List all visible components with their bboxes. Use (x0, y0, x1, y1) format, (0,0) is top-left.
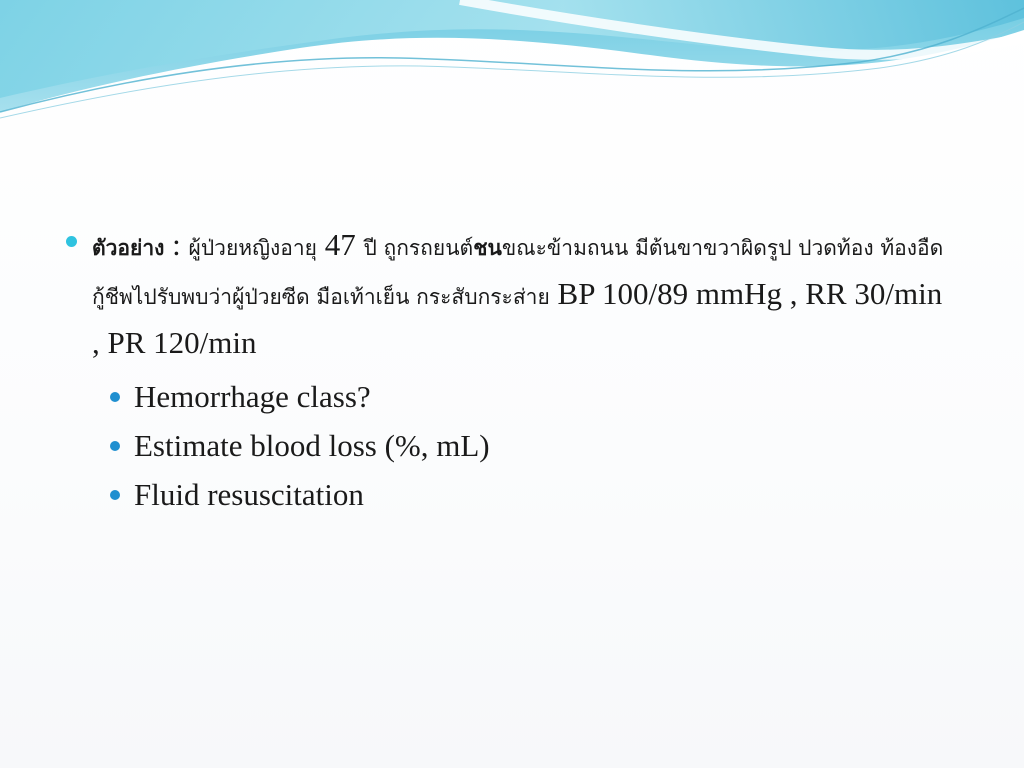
case-part2: ปี ถูกรถยนต์ (363, 236, 474, 260)
bullet-icon (110, 490, 120, 500)
case-bold: ชน (473, 236, 502, 260)
content-area (66, 222, 946, 519)
vitals: BP 100/89 mmHg , RR 30/min , PR 120/min (92, 276, 943, 360)
case-part3: ขณะข้ามถนน มีต้นขาขวาผิดรูป ปวดท้อง ท้องอืด กู้ชีพไปรับพบว่าผู้ป่วยซีด มือเท้าเย็น กระสับกระส่าย (92, 236, 944, 309)
question-list (66, 372, 946, 519)
question-fluid-resuscitation (110, 470, 946, 519)
bullet-icon (110, 441, 120, 451)
question-text: Fluid resuscitation (134, 477, 364, 512)
colon: : (164, 227, 189, 262)
question-blood-loss (110, 421, 946, 470)
bullet-icon (110, 392, 120, 402)
question-text: Estimate blood loss (%, mL) (134, 428, 490, 463)
case-part1: ผู้ป่วยหญิงอายุ (188, 236, 317, 260)
case-text (92, 222, 946, 366)
header-wave-decoration (0, 0, 1024, 130)
bullet-icon (66, 236, 77, 247)
question-text: Hemorrhage class? (134, 379, 371, 414)
example-label: ตัวอย่าง (92, 236, 165, 260)
case-bullet (66, 222, 946, 366)
question-hemorrhage-class (110, 372, 946, 421)
age: 47 (316, 227, 364, 262)
